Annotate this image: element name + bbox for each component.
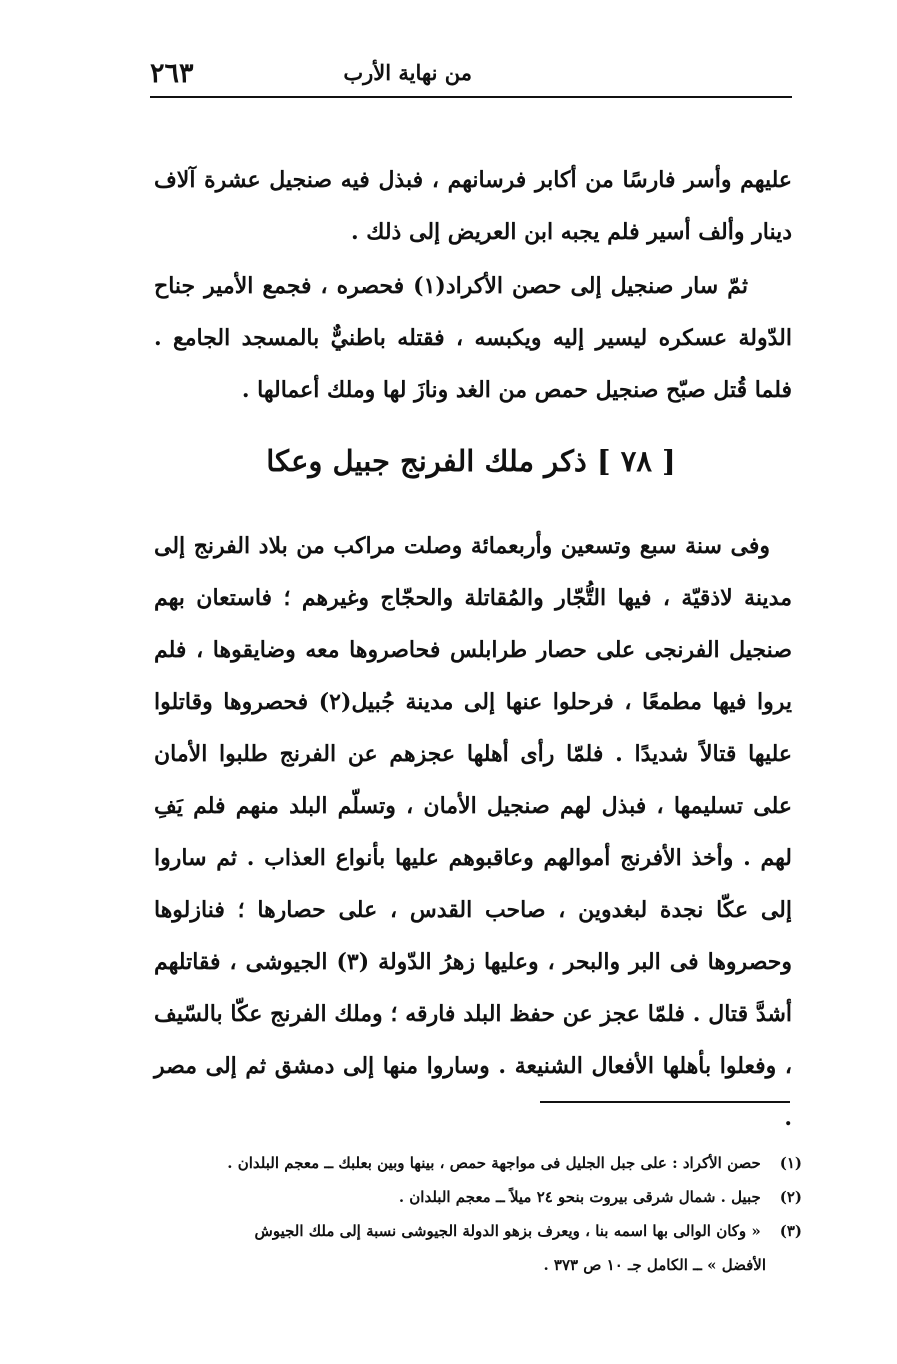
running-title: من نهاية الأرب: [343, 60, 472, 85]
footnotes: [152, 1146, 802, 1282]
footnote-3-continuation: الأفضل » ــ الكامل جـ ١٠ ص ٣٧٣ .: [543, 1256, 766, 1274]
section-body: وفى سنة سبع وتسعين وأربعمائة وصلت مراكب من بلاد الفرنج إلى مدينة لاذقيّة ، فيها التُّجّار والمُقاتلة والحجّاج وغيرهم ؛ فاستعان بهم صنجيل الفرنجى على حصار طرابلس فحاصروها معه وضايقوها ، فلم يروا فيها مطمعًا ، فرحلوا عنها إلى مدينة جُبيل(٢) فحصروها وقاتلوا عليها قتالاً شديدًا . فلمّا رأى أهلها عجزهم عن الفرنج طلبوا الأمان على تسليمها ، فبذل لهم صنجيل الأمان ، وتسلّم البلد منهم فلم يَفِ لهم . وأخذ الأفرنج أموالهم وعاقبوهم عليها بأنواع العذاب . ثم ساروا إلى عكّا نجدة لبغدوين ، صاحب القدس ، على حصارها ؛ فنازلوها وحصروها فى البر والبحر ، وعليها زهرُ الدّولة (٣) الجيوشى ، فقاتلهم أشدَّ قتال . فلمّا عجز عن حفظ البلد فارقه ؛ وملك الفرنج عكّا بالسّيف ، وفعلوا بأهلها الأفعال الشنيعة . وساروا منها إلى دمشق ثم إلى مصر .: [154, 533, 792, 1131]
footnote-2: [152, 1180, 802, 1214]
header-divider: [150, 96, 792, 98]
footnote-number: (٣): [779, 1222, 802, 1240]
footnote-1: [152, 1146, 802, 1180]
footnote-text: حصن الأكراد : على جبل الجليل فى مواجهة حمص ، بينها وبين بعلبك ــ معجم البلدان .: [227, 1154, 761, 1172]
section-heading: [ ٧٨ ] ذكر ملك الفرنج جبيل وعكا: [266, 444, 676, 478]
page-header: [150, 56, 792, 96]
footnote-text: « وكان الوالى بها اسمه بنا ، ويعرف بزهو الدولة الجيوشى نسبة إلى ملك الجيوش: [254, 1222, 761, 1240]
page-number: ٢٦٣: [150, 58, 194, 89]
paragraph-2: ثمّ سار صنجيل إلى حصن الأكراد(١) فحصره ، فجمع الأمير جناح الدّولة عسكره ليسير إليه ويكبسه ، فقتله باطنيٌّ بالمسجد الجامع . فلما قُتل صبّح صنجيل حمص من الغد ونازَ لها وملك أعمالها .: [154, 273, 792, 403]
footnote-number: (١): [779, 1154, 802, 1172]
footnote-3: [152, 1214, 802, 1248]
footnote-text: جبيل . شمال شرقى بيروت بنحو ٢٤ ميلاً ــ معجم البلدان .: [398, 1188, 761, 1206]
footnote-number: (٢): [779, 1188, 802, 1206]
footnote-divider: [540, 1101, 790, 1103]
paragraph-1: عليهم وأسر فارسًا من أكابر فرسانهم ، فبذل فيه صنجيل عشرة آلاف دينار وألف أسير فلم يجبه ابن العريض إلى ذلك .: [154, 167, 792, 245]
